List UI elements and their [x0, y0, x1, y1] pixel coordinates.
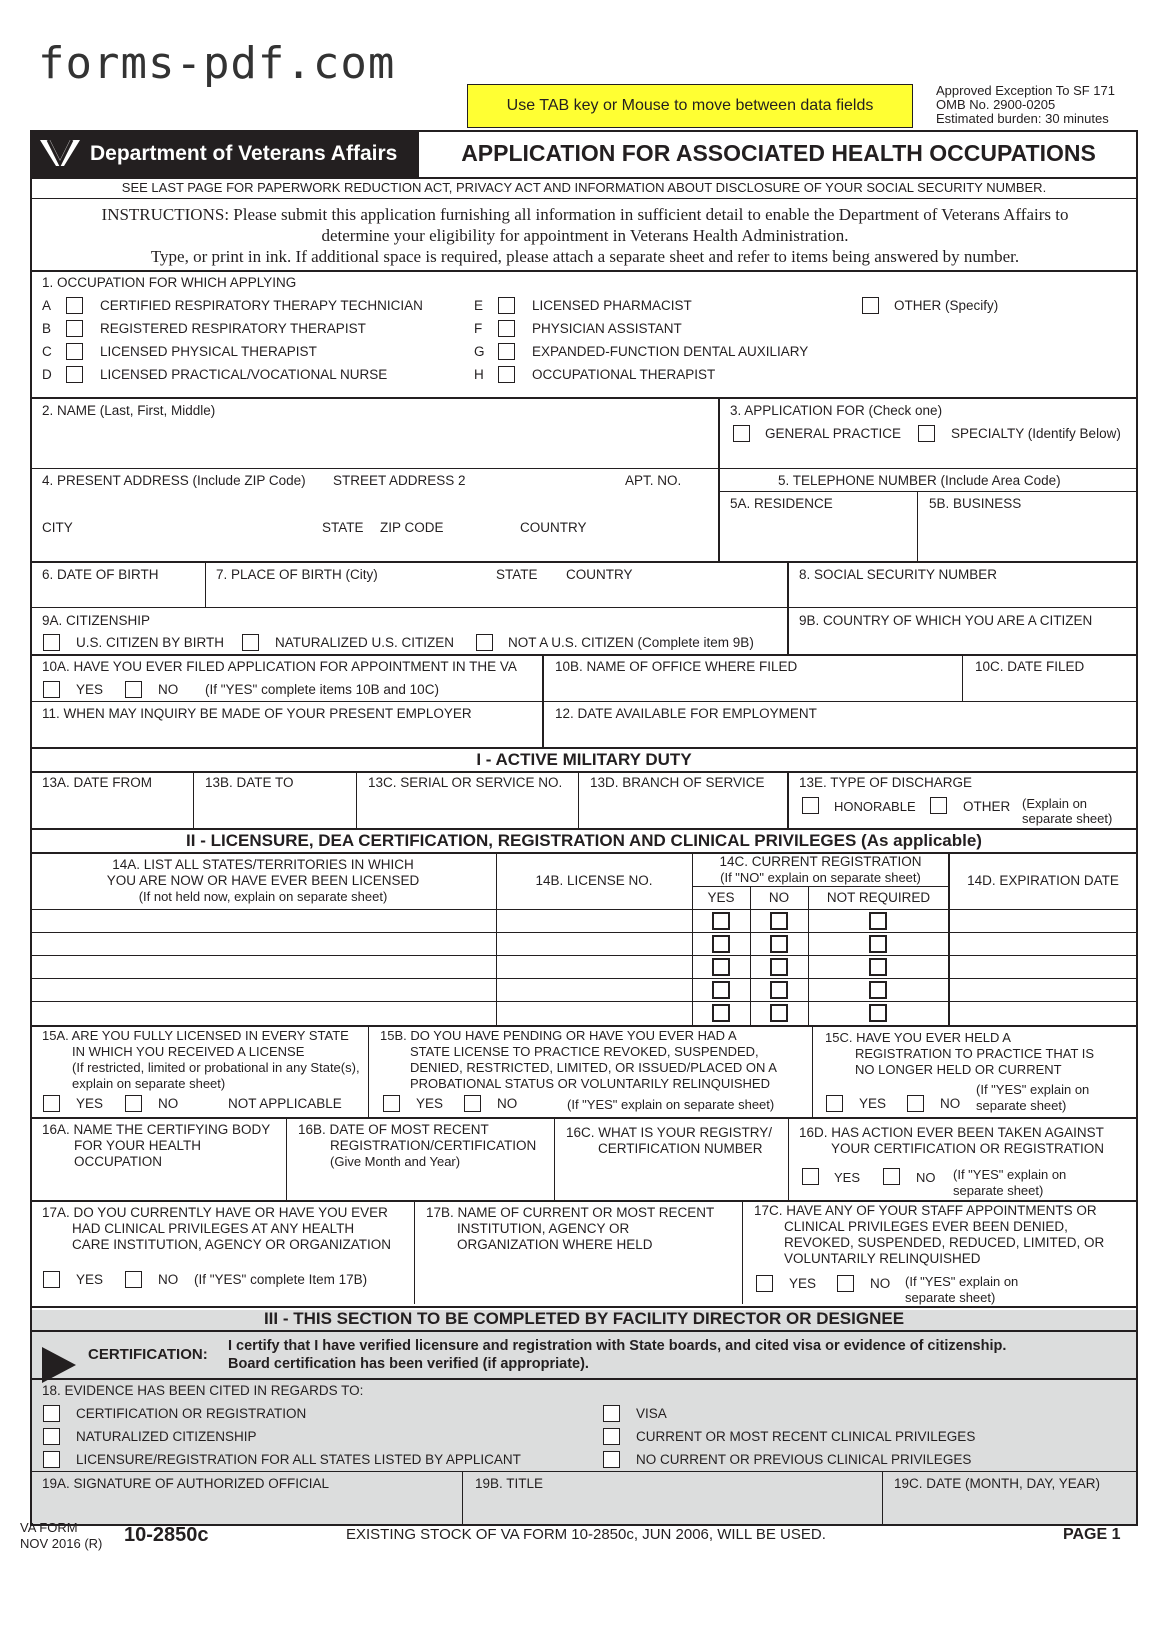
- evidence-checkbox[interactable]: [43, 1451, 60, 1468]
- city-label: CITY: [42, 520, 73, 535]
- registration-yes-checkbox[interactable]: [712, 1004, 730, 1022]
- va-header: [30, 130, 419, 177]
- item11-label: 11. WHEN MAY INQUIRY BE MADE OF YOUR PRESENT EMPLOYER: [42, 706, 472, 721]
- divider: [356, 771, 357, 828]
- not-citizen-label: NOT A U.S. CITIZEN (Complete item 9B): [508, 635, 754, 650]
- specialty-checkbox[interactable]: [918, 425, 935, 442]
- item15b-note: (If "YES" explain on separate sheet): [567, 1097, 775, 1112]
- street2-label: STREET ADDRESS 2: [333, 473, 466, 488]
- occupation-label: LICENSED PHARMACIST: [532, 298, 692, 313]
- evidence-label: NATURALIZED CITIZENSHIP: [76, 1429, 257, 1444]
- certification-label: CERTIFICATION:: [88, 1346, 208, 1363]
- naturalized-checkbox[interactable]: [242, 634, 259, 651]
- item15a-label: (If restricted, limited or probational in any State(s),: [72, 1060, 360, 1075]
- item17c-label: VOLUNTARILY RELINQUISHED: [784, 1251, 981, 1266]
- item16c-label: CERTIFICATION NUMBER: [598, 1141, 763, 1156]
- divider: [719, 491, 1138, 492]
- occupation-label: REGISTERED RESPIRATORY THERAPIST: [100, 321, 366, 336]
- item16c-label: 16C. WHAT IS YOUR REGISTRY/: [566, 1125, 773, 1140]
- honorable-label: HONORABLE: [834, 799, 916, 814]
- registration-yes-checkbox[interactable]: [712, 981, 730, 999]
- registration-no-checkbox[interactable]: [770, 912, 788, 930]
- occupation-label: EXPANDED-FUNCTION DENTAL AUXILIARY: [532, 344, 809, 359]
- item19c-label: 19C. DATE (MONTH, DAY, YEAR): [894, 1476, 1101, 1491]
- divider: [414, 1200, 415, 1304]
- divider: [30, 771, 1138, 773]
- item17a-yes-checkbox[interactable]: [43, 1271, 60, 1288]
- item16a-label: FOR YOUR HEALTH: [74, 1138, 202, 1153]
- item19a-label: 19A. SIGNATURE OF AUTHORIZED OFFICIAL: [42, 1476, 330, 1491]
- item15c-no-label: NO: [940, 1096, 961, 1111]
- license-number-field[interactable]: [497, 910, 692, 931]
- item17b-label: ORGANIZATION WHERE HELD: [457, 1237, 653, 1252]
- item15c-no-checkbox[interactable]: [907, 1095, 924, 1112]
- license-state-field[interactable]: [32, 1002, 496, 1023]
- omb-info: [936, 84, 1115, 126]
- license-expiration-field[interactable]: [950, 979, 1136, 1000]
- naturalized-label: NATURALIZED U.S. CITIZEN: [275, 635, 455, 650]
- item17c-no-checkbox[interactable]: [837, 1275, 854, 1292]
- item17a-label: CARE INSTITUTION, AGENCY OR ORGANIZATION: [72, 1237, 392, 1252]
- occupation-label: PHYSICIAN ASSISTANT: [532, 321, 682, 336]
- divider: [750, 886, 751, 1026]
- registration-not-required-checkbox[interactable]: [869, 981, 887, 999]
- item10a-yes-checkbox[interactable]: [43, 681, 60, 698]
- registration-yes-checkbox[interactable]: [712, 912, 730, 930]
- occupation-other-label: OTHER (Specify): [894, 298, 999, 313]
- item17c-yes-checkbox[interactable]: [756, 1275, 773, 1292]
- occupation-label: OCCUPATIONAL THERAPIST: [532, 367, 716, 382]
- divider: [30, 607, 1138, 608]
- tab-hint-banner: Use TAB key or Mouse to move between data fields: [467, 84, 913, 128]
- divider: [692, 886, 949, 887]
- footer-form-number: 10-2850c: [124, 1524, 209, 1546]
- occupation-label: CERTIFIED RESPIRATORY THERAPY TECHNICIAN: [100, 298, 423, 313]
- certification-text: Board certification has been verified (if appropriate).: [228, 1356, 589, 1372]
- citizen-by-birth-checkbox[interactable]: [43, 634, 60, 651]
- registration-not-required-checkbox[interactable]: [869, 935, 887, 953]
- item15a-yes-checkbox[interactable]: [43, 1095, 60, 1112]
- item17a-note: (If "YES" complete Item 17B): [194, 1272, 368, 1287]
- evidence-checkbox[interactable]: [603, 1428, 620, 1445]
- item16a-label: 16A. NAME THE CERTIFYING BODY: [42, 1122, 271, 1137]
- divider: [30, 177, 1138, 179]
- item14c-note: (If "NO" explain on separate sheet): [720, 870, 921, 885]
- honorable-checkbox[interactable]: [802, 797, 819, 814]
- evidence-label: NO CURRENT OR PREVIOUS CLINICAL PRIVILEGES: [636, 1452, 972, 1467]
- item14a-label: YOU ARE NOW OR HAVE EVER BEEN LICENSED: [106, 873, 420, 888]
- item15c-label: REGISTRATION TO PRACTICE THAT IS: [855, 1046, 1095, 1061]
- item17c-label: REVOKED, SUSPENDED, REDUCED, LIMITED, OR: [784, 1235, 1105, 1250]
- item15a-yes-label: YES: [76, 1096, 104, 1111]
- item13d-label: 13D. BRANCH OF SERVICE: [590, 775, 765, 790]
- item10a-note: (If "YES" complete items 10B and 10C): [205, 682, 439, 697]
- agency-name: Department of Veterans Affairs: [90, 142, 398, 165]
- state-label: STATE: [322, 520, 364, 535]
- item14c-no-header: NO: [768, 890, 790, 905]
- item16b-label: REGISTRATION/CERTIFICATION: [330, 1138, 537, 1153]
- item17c-label: CLINICAL PRIVILEGES EVER BEEN DENIED,: [784, 1219, 1068, 1234]
- item17c-note: (If "YES" explain on: [905, 1274, 1019, 1289]
- divider: [808, 886, 809, 1026]
- occupation-letter: F: [474, 321, 483, 336]
- item16d-yes-label: YES: [834, 1170, 861, 1185]
- divider: [30, 198, 1138, 199]
- evidence-label: VISA: [636, 1406, 667, 1421]
- item9b-label: 9B. COUNTRY OF WHICH YOU ARE A CITIZEN: [799, 613, 1093, 628]
- divider: [554, 1117, 555, 1201]
- divider: [30, 1117, 1138, 1119]
- item15a-na-label: NOT APPLICABLE: [228, 1096, 342, 1111]
- divider: [30, 852, 1138, 854]
- divider: [30, 561, 1138, 563]
- item15b-yes-label: YES: [416, 1096, 444, 1111]
- item17a-label: HAD CLINICAL PRIVILEGES AT ANY HEALTH: [72, 1221, 355, 1236]
- instructions: [40, 204, 1130, 267]
- evidence-label: LICENSURE/REGISTRATION FOR ALL STATES LISTED BY APPLICANT: [76, 1452, 521, 1467]
- item16b-label: 16B. DATE OF MOST RECENT: [298, 1122, 489, 1137]
- registration-no-checkbox[interactable]: [770, 1004, 788, 1022]
- specialty-label: SPECIALTY (Identify Below): [951, 426, 1121, 441]
- item16d-yes-checkbox[interactable]: [802, 1168, 819, 1185]
- item17c-no-label: NO: [870, 1276, 891, 1291]
- divider: [462, 1471, 463, 1525]
- item17a-no-label: NO: [158, 1272, 179, 1287]
- country-label: COUNTRY: [520, 520, 587, 535]
- divider: [742, 1200, 743, 1304]
- registration-no-checkbox[interactable]: [770, 935, 788, 953]
- item16b-note: (Give Month and Year): [330, 1154, 461, 1169]
- item15a-no-checkbox[interactable]: [125, 1095, 142, 1112]
- item6-label: 6. DATE OF BIRTH: [42, 567, 159, 582]
- item7-state-label: STATE: [496, 567, 538, 582]
- item13c-label: 13C. SERIAL OR SERVICE NO.: [368, 775, 563, 790]
- license-number-field[interactable]: [497, 956, 692, 977]
- item3-label: 3. APPLICATION FOR (Check one): [730, 403, 943, 418]
- occupation-letter: A: [42, 298, 52, 313]
- occupation-checkbox[interactable]: [66, 343, 83, 360]
- item17a-yes-label: YES: [76, 1272, 104, 1287]
- item8-label: 8. SOCIAL SECURITY NUMBER: [799, 567, 998, 582]
- license-expiration-field[interactable]: [950, 1002, 1136, 1023]
- item12-label: 12. DATE AVAILABLE FOR EMPLOYMENT: [555, 706, 817, 721]
- license-expiration-field[interactable]: [950, 910, 1136, 931]
- item15b-no-checkbox[interactable]: [464, 1095, 481, 1112]
- item5-label: 5. TELEPHONE NUMBER (Include Area Code): [778, 473, 1061, 488]
- occupation-letter: C: [42, 344, 52, 359]
- footer-page-number: PAGE 1: [1063, 1526, 1121, 1543]
- item16d-label: YOUR CERTIFICATION OR REGISTRATION: [831, 1141, 1105, 1156]
- license-state-field[interactable]: [32, 910, 496, 931]
- instructions-line: INSTRUCTIONS: Please submit this application furnishing all information in sufficient detail to enable the Department of Veterans Affairs to: [101, 205, 1069, 224]
- item14c-yes-header: YES: [707, 890, 735, 905]
- registration-not-required-checkbox[interactable]: [869, 1004, 887, 1022]
- divider: [368, 1025, 369, 1118]
- license-state-field[interactable]: [32, 933, 496, 954]
- occupation-checkbox[interactable]: [66, 297, 83, 314]
- item15b-label: 15B. DO YOU HAVE PENDING OR HAVE YOU EVER HAD A: [380, 1028, 737, 1043]
- item17a-label: 17A. DO YOU CURRENTLY HAVE OR HAVE YOU EVER: [42, 1205, 388, 1220]
- form-title: APPLICATION FOR ASSOCIATED HEALTH OCCUPATIONS: [461, 140, 1096, 166]
- divider: [30, 468, 1138, 469]
- occupation-letter: D: [42, 367, 52, 382]
- divider: [30, 1025, 1138, 1027]
- item10a-no-label: NO: [158, 682, 179, 697]
- divider: [286, 1117, 287, 1201]
- divider: [882, 1471, 883, 1525]
- item15a-label: IN WHICH YOU RECEIVED A LICENSE: [72, 1044, 305, 1059]
- apt-label: APT. NO.: [625, 473, 682, 488]
- zip-label: ZIP CODE: [380, 520, 444, 535]
- item15b-label: STATE LICENSE TO PRACTICE REVOKED, SUSPENDED,: [410, 1044, 759, 1059]
- item16d-no-label: NO: [916, 1170, 936, 1185]
- item16d-label: 16D. HAS ACTION EVER BEEN TAKEN AGAINST: [799, 1125, 1104, 1140]
- item10b-label: 10B. NAME OF OFFICE WHERE FILED: [555, 659, 798, 674]
- item7-label: 7. PLACE OF BIRTH (City): [216, 567, 378, 582]
- discharge-other-checkbox[interactable]: [930, 797, 947, 814]
- general-practice-label: GENERAL PRACTICE: [765, 426, 902, 441]
- omb-line: OMB No. 2900-0205: [936, 97, 1056, 112]
- occupation-other-checkbox[interactable]: [862, 297, 879, 314]
- item7-country-label: COUNTRY: [566, 567, 633, 582]
- item14a-label: 14A. LIST ALL STATES/TERRITORIES IN WHICH: [112, 857, 414, 872]
- item13a-label: 13A. DATE FROM: [42, 775, 153, 790]
- item18-label: 18. EVIDENCE HAS BEEN CITED IN REGARDS TO:: [42, 1383, 364, 1398]
- registration-not-required-checkbox[interactable]: [869, 912, 887, 930]
- general-practice-checkbox[interactable]: [733, 425, 750, 442]
- registration-no-checkbox[interactable]: [770, 981, 788, 999]
- item17b-label: INSTITUTION, AGENCY OR: [457, 1221, 630, 1236]
- item15b-label: PROBATIONAL STATUS OR VOLUNTARILY RELINQUISHED: [410, 1076, 770, 1091]
- footer-form-date: NOV 2016 (R): [20, 1536, 103, 1551]
- divider: [718, 397, 720, 561]
- item17c-note: separate sheet): [905, 1290, 996, 1305]
- item14a-note: (If not held now, explain on separate sheet): [138, 889, 388, 904]
- item15c-note: (If "YES" explain on: [976, 1082, 1090, 1097]
- divider: [787, 771, 789, 828]
- divider: [812, 1025, 813, 1118]
- registration-yes-checkbox[interactable]: [712, 935, 730, 953]
- occupation-letter: G: [474, 344, 485, 359]
- discharge-note: (Explain on: [1022, 796, 1088, 811]
- license-expiration-field[interactable]: [950, 933, 1136, 954]
- item10a-label: 10A. HAVE YOU EVER FILED APPLICATION FOR APPOINTMENT IN THE VA: [42, 659, 517, 674]
- divider: [917, 491, 918, 561]
- divider: [30, 701, 1138, 702]
- evidence-checkbox[interactable]: [603, 1451, 620, 1468]
- item15c-label: NO LONGER HELD OR CURRENT: [855, 1062, 1062, 1077]
- item15a-label: 15A. ARE YOU FULLY LICENSED IN EVERY STATE: [42, 1028, 349, 1043]
- occupation-checkbox[interactable]: [498, 366, 515, 383]
- item17a-no-checkbox[interactable]: [125, 1271, 142, 1288]
- instructions-line: Type, or print in ink. If additional space is required, please attach a separate sheet and refer to items being answered by number.: [150, 247, 1020, 266]
- license-number-field[interactable]: [497, 1002, 692, 1023]
- divider: [30, 270, 1138, 272]
- divider: [30, 654, 1138, 656]
- instructions-line: determine your eligibility for appointment in Veterans Health Administration.: [321, 226, 849, 245]
- divider: [30, 397, 1138, 399]
- occupation-checkbox[interactable]: [498, 297, 515, 314]
- occupation-letter: E: [474, 298, 484, 313]
- divider: [30, 1330, 1138, 1332]
- item15c-yes-label: YES: [859, 1096, 887, 1111]
- footer-va-form: VA FORM: [20, 1520, 78, 1535]
- item19b-label: 19B. TITLE: [475, 1476, 544, 1491]
- section2-title: II - LICENSURE, DEA CERTIFICATION, REGISTRATION AND CLINICAL PRIVILEGES (As applicable): [186, 831, 982, 850]
- item15b-label: DENIED, RESTRICTED, LIMITED, OR ISSUED/PLACED ON A: [410, 1060, 777, 1075]
- item13b-label: 13B. DATE TO: [205, 775, 294, 790]
- item4-label: 4. PRESENT ADDRESS (Include ZIP Code): [42, 473, 306, 488]
- divider: [30, 1200, 1138, 1202]
- divider: [578, 771, 579, 828]
- va-logo-icon: [38, 136, 82, 170]
- discharge-note: separate sheet): [1022, 811, 1113, 826]
- item16d-note: separate sheet): [953, 1183, 1044, 1198]
- item15b-no-label: NO: [497, 1096, 518, 1111]
- item17c-yes-label: YES: [789, 1276, 817, 1291]
- item9a-label: 9A. CITIZENSHIP: [42, 613, 151, 628]
- item14c-label: 14C. CURRENT REGISTRATION: [719, 854, 922, 869]
- item14b-label: 14B. LICENSE NO.: [535, 873, 653, 888]
- occupation-label: LICENSED PHYSICAL THERAPIST: [100, 344, 317, 359]
- evidence-checkbox[interactable]: [43, 1405, 60, 1422]
- license-expiration-field[interactable]: [950, 956, 1136, 977]
- item10a-no-checkbox[interactable]: [125, 681, 142, 698]
- item15a-no-label: NO: [158, 1096, 179, 1111]
- item1-label: 1. OCCUPATION FOR WHICH APPLYING: [42, 275, 297, 290]
- item16d-no-checkbox[interactable]: [883, 1168, 900, 1185]
- citizen-by-birth-label: U.S. CITIZEN BY BIRTH: [76, 635, 225, 650]
- item10a-yes-label: YES: [76, 682, 104, 697]
- item14c-not-required-header: NOT REQUIRED: [826, 890, 931, 905]
- registration-yes-checkbox[interactable]: [712, 958, 730, 976]
- item14d-label: 14D. EXPIRATION DATE: [967, 873, 1119, 888]
- item15c-note: separate sheet): [976, 1098, 1067, 1113]
- item16a-label: OCCUPATION: [74, 1154, 163, 1169]
- section3-title: III - THIS SECTION TO BE COMPLETED BY FACILITY DIRECTOR OR DESIGNEE: [263, 1309, 905, 1328]
- watermark: forms-pdf.com: [38, 38, 396, 89]
- occupation-checkbox[interactable]: [66, 320, 83, 337]
- residence-label: 5A. RESIDENCE: [730, 496, 833, 511]
- occupation-checkbox[interactable]: [66, 366, 83, 383]
- evidence-label: CERTIFICATION OR REGISTRATION: [76, 1406, 307, 1421]
- divider: [962, 654, 963, 701]
- discharge-other-label: OTHER: [963, 799, 1011, 814]
- divider: [30, 1378, 1138, 1380]
- license-number-field[interactable]: [497, 933, 692, 954]
- privacy-notice: SEE LAST PAGE FOR PAPERWORK REDUCTION ACT, PRIVACY ACT AND INFORMATION ABOUT DISCLOSURE OF YOUR SOCIAL SECURITY NUMBER.: [121, 180, 1047, 195]
- evidence-label: CURRENT OR MOST RECENT CLINICAL PRIVILEGES: [636, 1429, 976, 1444]
- item15c-label: 15C. HAVE YOU EVER HELD A: [825, 1030, 1011, 1045]
- occupation-letter: B: [42, 321, 52, 336]
- item16d-note: (If "YES" explain on: [953, 1167, 1067, 1182]
- registration-no-checkbox[interactable]: [770, 958, 788, 976]
- item17b-label: 17B. NAME OF CURRENT OR MOST RECENT: [426, 1205, 715, 1220]
- not-citizen-checkbox[interactable]: [476, 634, 493, 651]
- license-state-field[interactable]: [32, 979, 496, 1000]
- divider: [193, 771, 194, 828]
- license-number-field[interactable]: [497, 979, 692, 1000]
- omb-line: Estimated burden: 30 minutes: [936, 111, 1109, 126]
- item10c-label: 10C. DATE FILED: [975, 659, 1085, 674]
- item2-label: 2. NAME (Last, First, Middle): [42, 403, 216, 418]
- item17c-label: 17C. HAVE ANY OF YOUR STAFF APPOINTMENTS OR: [754, 1203, 1097, 1218]
- item13e-label: 13E. TYPE OF DISCHARGE: [799, 775, 973, 790]
- footer-stock-note: EXISTING STOCK OF VA FORM 10-2850c, JUN 2006, WILL BE USED.: [346, 1526, 826, 1543]
- item15a-label: explain on separate sheet): [72, 1076, 226, 1091]
- license-state-field[interactable]: [32, 956, 496, 977]
- occupation-checkbox[interactable]: [498, 343, 515, 360]
- divider: [205, 561, 206, 607]
- certification-text: I certify that I have verified licensure and registration with State boards, and cited visa or evidence of citizenship.: [228, 1338, 1007, 1354]
- item15c-yes-checkbox[interactable]: [826, 1095, 843, 1112]
- occupation-label: LICENSED PRACTICAL/VOCATIONAL NURSE: [100, 367, 388, 382]
- section1-title: I - ACTIVE MILITARY DUTY: [476, 750, 692, 769]
- occupation-checkbox[interactable]: [498, 320, 515, 337]
- omb-line: Approved Exception To SF 171: [936, 83, 1115, 98]
- evidence-checkbox[interactable]: [603, 1405, 620, 1422]
- occupation-letter: H: [474, 367, 484, 382]
- registration-not-required-checkbox[interactable]: [869, 958, 887, 976]
- item15b-yes-checkbox[interactable]: [383, 1095, 400, 1112]
- divider: [788, 1117, 789, 1201]
- business-label: 5B. BUSINESS: [929, 496, 1022, 511]
- evidence-checkbox[interactable]: [43, 1428, 60, 1445]
- divider: [30, 1471, 1138, 1472]
